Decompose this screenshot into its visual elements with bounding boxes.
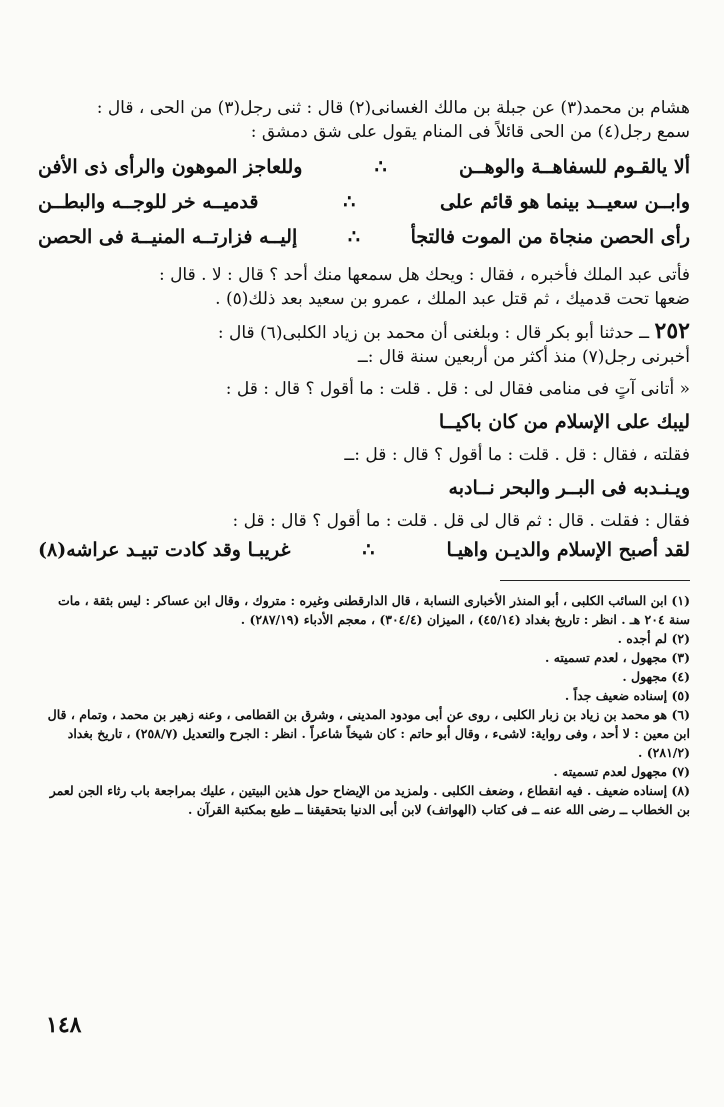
dialog-line-1: « أتانى آتٍ فى منامى فقال لى : قل . قلت : ما أقول ؟ قال : قل : [225,379,690,399]
item-number: ٢٥٢ [654,318,690,344]
footnotes [38,591,690,819]
poem-verse [38,150,690,185]
verse-separator: ∴ [347,226,360,248]
hemistich-right: رأى الحصن منجاة من الموت فالتجأ [410,226,690,248]
footnote-1: (١) ابن السائب الكلبى ، أبو المنذر الأخبارى النسابة ، قال الدارقطنى وغيره : متروك ، وقال ابن عساكر : ليس بثقة ، مات سنة ٢٠٤ هـ . انظر : تاريخ بغداد (٤٥/١٤) ، الميزان (٣٠٤/٤) ، معجم الأدباء (٢٨٧/١٩) . [57,593,690,627]
poem-1 [38,150,690,255]
hemistich-left: قدميــه خر للوجــه والبطــن [38,191,259,213]
item-252-line-1 [38,319,690,345]
hemistich-right: وابــن سعيــد بينما هو قائم على [440,191,690,213]
hemistich-right: لقد أصبح الإسلام والديـن واهيـا [446,539,690,561]
footnote-2: (٢) لم أجده . [617,631,690,646]
poem-verse [38,220,690,255]
intro-line-2: سمع رجل(٤) من الحى قائلاً فى المنام يقول على شق دمشق : [250,122,690,142]
poem-verse [38,185,690,220]
page-number: ١٤٨ [46,1012,82,1038]
footnote-3: (٣) مجهول ، لعدم تسميته . [544,650,690,665]
footnote-6: (٦) هو محمد بن زياد بن زبار الكلبى ، روى عن أبى مودود المدينى ، وشرق بن القطامى ، وعنه زهير بن محمد ، وتمام ، قال ابن معين : لا أحد ، وفى رواية: لاشىء ، وقال أبو حاتم : كان شيخاً شاعراً . انظر : الجرح والتعديل (٢٥٨/٧) ، تاريخ بغداد (٢٨١/٢) . [47,707,690,760]
para2-line-1: فأتى عبد الملك فأخبره ، فقال : ويحك هل سمعها منك أحد ؟ قال : لا . قال : [158,265,690,285]
verse-separator: ∴ [362,539,375,561]
item-252-text: ــ حدثنا أبو بكر قال : وبلغنى أن محمد بن زياد الكلبى(٦) قال : [217,323,650,343]
footnote-5: (٥) إسناده ضعيف جداً . [564,688,690,703]
footnote-7: (٧) مجهول لعدم تسميته . [553,764,690,779]
single-verse-2: ويـنـدبه فى البــر والبحر نــادبه [448,477,690,499]
footnote-8: (٨) إسناده ضعيف . فيه انقطاع ، وضعف الكلبى . ولمزيد من الإيضاح حول هذين البيتين ، عليك بمراجعة باب رثاء الجن لعمر بن الخطاب ــ رضى الله عنه ــ فى كتاب (الهواتف) لابن أبى الدنيا بتحقيقنا ــ طبع بمكتبة القرآن . [49,783,690,817]
hemistich-left: غريبـا وقد كادت تبيـد عراشه(٨) [38,539,291,561]
hemistich-left: إليــه فزارتــه المنيــة فى الحصن [38,226,298,248]
final-verse [38,533,690,568]
item-252-line-2: أخبرنى رجل(٧) منذ أكثر من أربعين سنة قال :ــ [357,347,690,367]
footnote-divider [500,580,690,581]
page-body [38,96,690,819]
intro-line-1: هشام بن محمد(٣) عن جبلة بن مالك الغسانى(٢) قال : ثنى رجل(٣) من الحى ، قال : [96,98,690,118]
hemistich-right: ألا يالقـوم للسفاهــة والوهــن [458,156,690,178]
verse-separator: ∴ [374,156,387,178]
dialog-line-3: فقال : فقلت . قال : ثم قال لى قل . قلت : ما أقول ؟ قال : قل : [232,511,690,531]
hemistich-left: وللعاجز الموهون والرأى ذى الأفن [38,156,303,178]
single-verse-1: ليبك على الإسلام من كان باكيــا [438,411,690,433]
dialog-line-2: فقلته ، فقال : قل . قلت : ما أقول ؟ قال : قل :ــ [344,445,690,465]
verse-separator: ∴ [343,191,356,213]
para2-line-2: ضعها تحت قدميك ، ثم قتل عبد الملك ، عمرو بن سعيد بعد ذلك(٥) . [215,289,690,309]
footnote-4: (٤) مجهول . [622,669,690,684]
